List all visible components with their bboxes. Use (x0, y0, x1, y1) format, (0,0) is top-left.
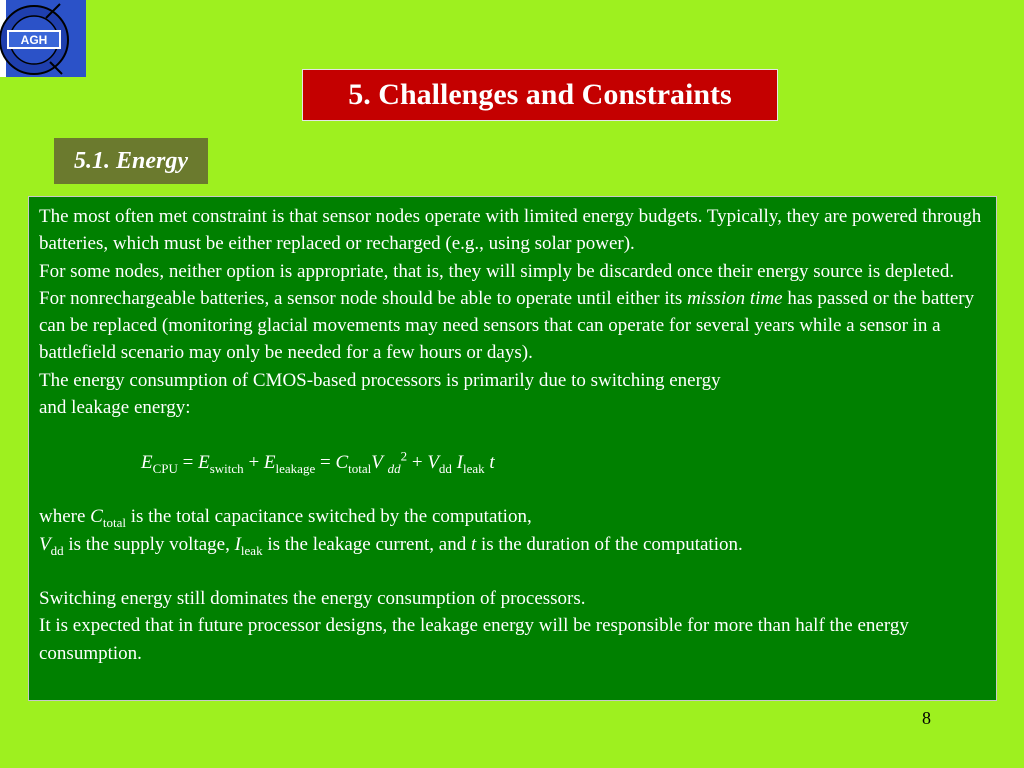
slide-title (302, 69, 778, 121)
where-line-1: where $C_{total}$ is the total capacitance switched by the computation, (39, 506, 532, 531)
paragraph-3-end: has passed or the battery can be replaced (monitoring glacial movements may need sensors that can operate for several years while a sensor in a battlefield scenario may only be needed for a few hours or days). (39, 287, 975, 364)
paragraph-4-line-1: The energy consumption of CMOS-based processors is primarily due to switching energy (39, 369, 721, 391)
paragraph-2: For some nodes, neither option is appropriate, that is, they will simply be discarded once their energy source is depleted. (39, 260, 955, 282)
paragraph-4-line-2: and leakage energy: (39, 397, 191, 419)
agh-logo (0, 0, 86, 77)
paragraph-3-start: For nonrechargeable batteries, a sensor node should be able to operate until either its (39, 287, 688, 309)
section-subtitle-text: 5.1. Energy (74, 147, 188, 174)
agh-logo-icon (0, 0, 86, 77)
energy-formula: $E_{CPU} = E_{switch} + E_{leakage} = C_{total}V$ $_{dd}^2 + V_{dd}$ $I_{leak}$ t (141, 448, 495, 476)
paragraph-1: The most often met constraint is that sensor nodes operate with limited energy budgets. Typically, they are powered through batteries, which must be either replaced or recharged (e.g., using solar power). (39, 206, 982, 255)
logo-text: AGH (20, 33, 48, 47)
page-number: 8 (922, 708, 931, 728)
paragraph-6: It is expected that in future processor designs, the leakage energy will be responsible for more than half the energy consumption. (39, 615, 909, 664)
where-line-2: $V_{dd}$ is the supply voltage, $I_{leak}$ is the leakage current, and t is the duration of the computation. (39, 533, 743, 558)
slide-title-text: 5. Challenges and Constraints (348, 78, 732, 111)
section-subtitle (54, 138, 208, 184)
paragraph-3 (39, 285, 986, 367)
mission-time-term: mission time (687, 287, 783, 309)
paragraph-5: Switching energy still dominates the energy consumption of processors. (39, 588, 586, 610)
content-panel (28, 196, 997, 701)
